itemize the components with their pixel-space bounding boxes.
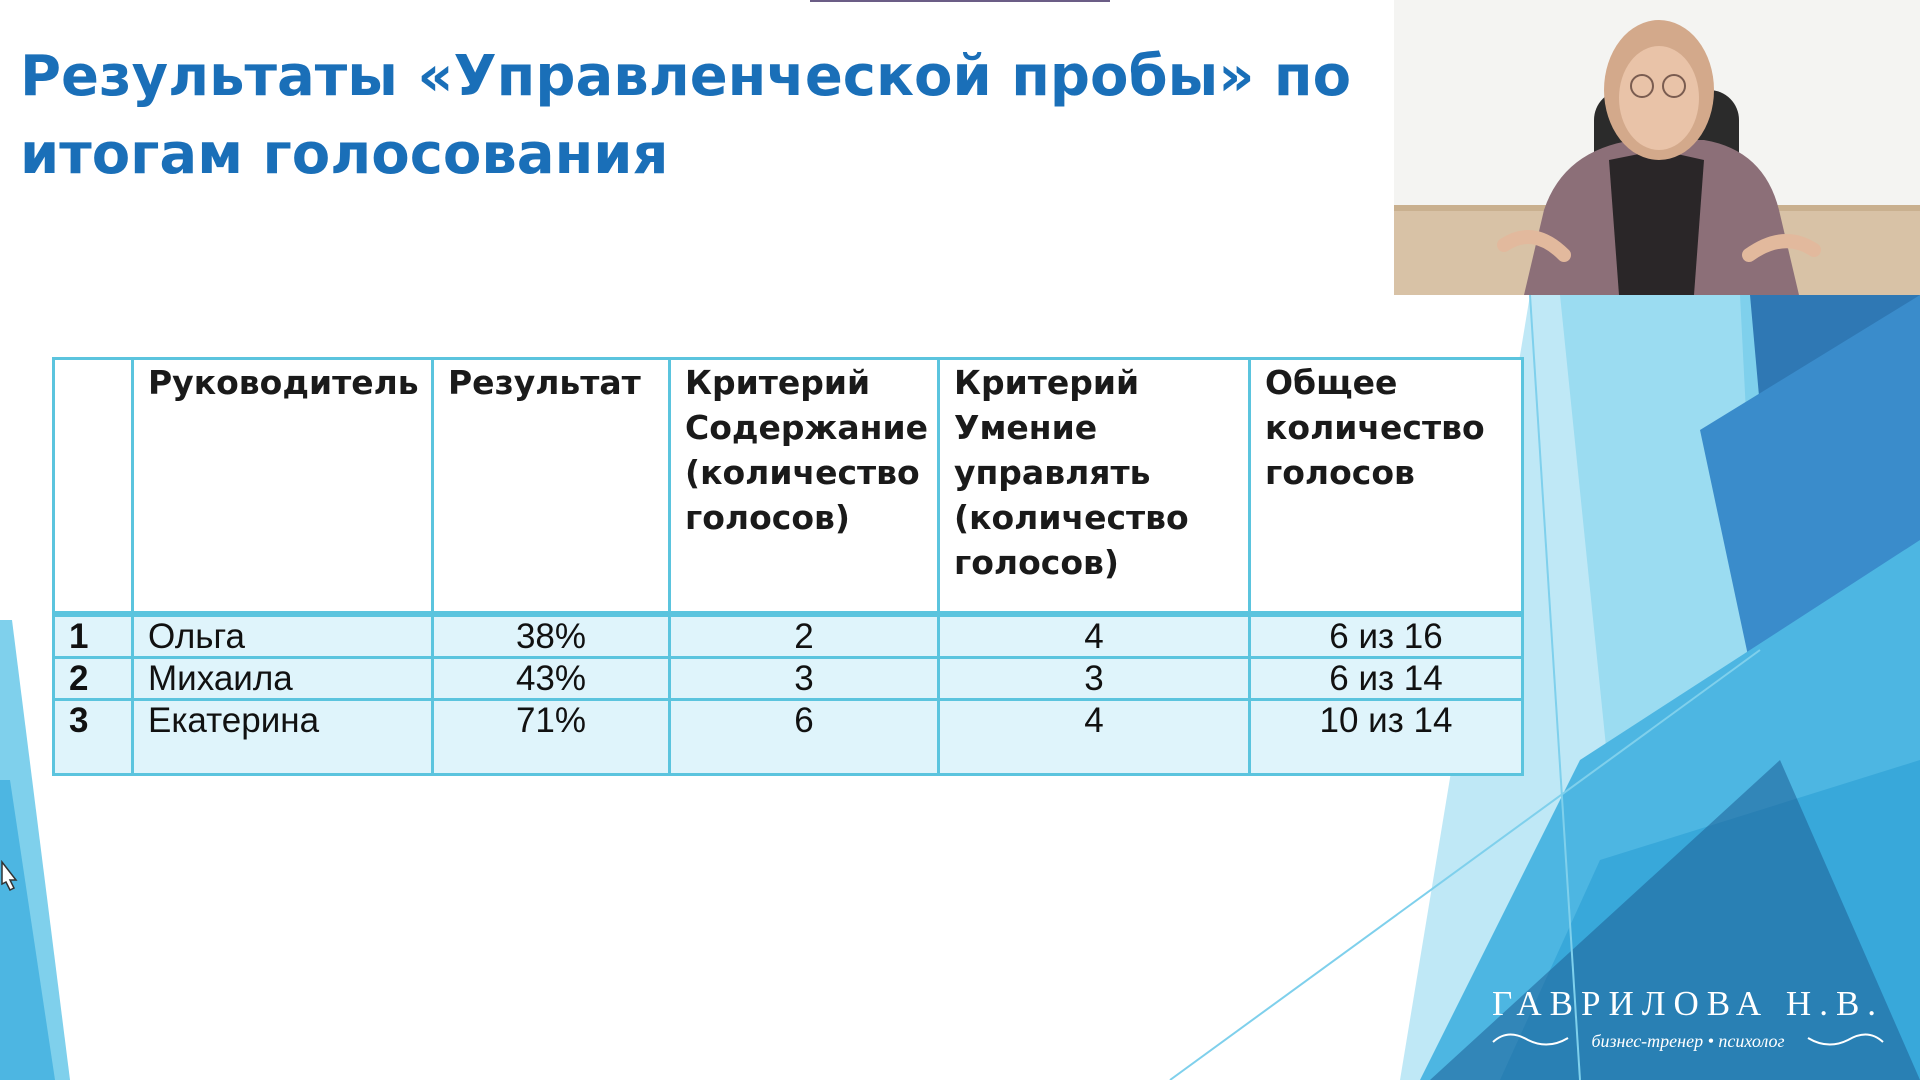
header-manager: Руководитель xyxy=(133,359,433,615)
results-table-container xyxy=(52,357,1521,776)
row-content-votes: 3 xyxy=(670,658,939,700)
header-result: Результат xyxy=(433,359,670,615)
brand-name: ГАВРИЛОВА Н.В. xyxy=(1491,984,1885,1023)
brand-subtitle: бизнес-тренер • психолог xyxy=(1591,1031,1785,1051)
row-total-votes: 6 из 16 xyxy=(1250,614,1523,658)
row-management-votes: 4 xyxy=(939,700,1250,775)
header-content-criterion: Критерий Содержание (количество голосов) xyxy=(670,359,939,615)
row-management-votes: 4 xyxy=(939,614,1250,658)
header-index xyxy=(54,359,133,615)
slide-title xyxy=(20,38,1360,194)
row-index: 2 xyxy=(54,658,133,700)
row-result: 38% xyxy=(433,614,670,658)
table-row xyxy=(54,658,1523,700)
presenter-webcam-video xyxy=(1394,0,1920,295)
table-row xyxy=(54,614,1523,658)
row-content-votes: 2 xyxy=(670,614,939,658)
row-index: 1 xyxy=(54,614,133,658)
slide-title-line-1: Результаты «Управленческой пробы» по xyxy=(20,44,1352,109)
presenter-figure xyxy=(1394,0,1920,295)
table-row xyxy=(54,700,1523,775)
top-accent-bar xyxy=(810,0,1110,2)
results-table xyxy=(52,357,1524,776)
row-management-votes: 3 xyxy=(939,658,1250,700)
row-result: 43% xyxy=(433,658,670,700)
row-total-votes: 10 из 14 xyxy=(1250,700,1523,775)
row-index: 3 xyxy=(54,700,133,775)
row-manager-name: Михаила xyxy=(133,658,433,700)
row-result: 71% xyxy=(433,700,670,775)
table-header-row xyxy=(54,359,1523,615)
row-manager-name: Ольга xyxy=(133,614,433,658)
ornament-icon xyxy=(1488,984,1888,1054)
row-total-votes: 6 из 14 xyxy=(1250,658,1523,700)
header-management-criterion: Критерий Умение управлять (количество голосов) xyxy=(939,359,1250,615)
slide-title-line-2: итогам голосования xyxy=(20,122,669,187)
hand-cursor-icon xyxy=(0,860,18,896)
row-content-votes: 6 xyxy=(670,700,939,775)
header-total-votes: Общее количество голосов xyxy=(1250,359,1523,615)
brand-watermark xyxy=(1488,984,1888,1054)
row-manager-name: Екатерина xyxy=(133,700,433,775)
